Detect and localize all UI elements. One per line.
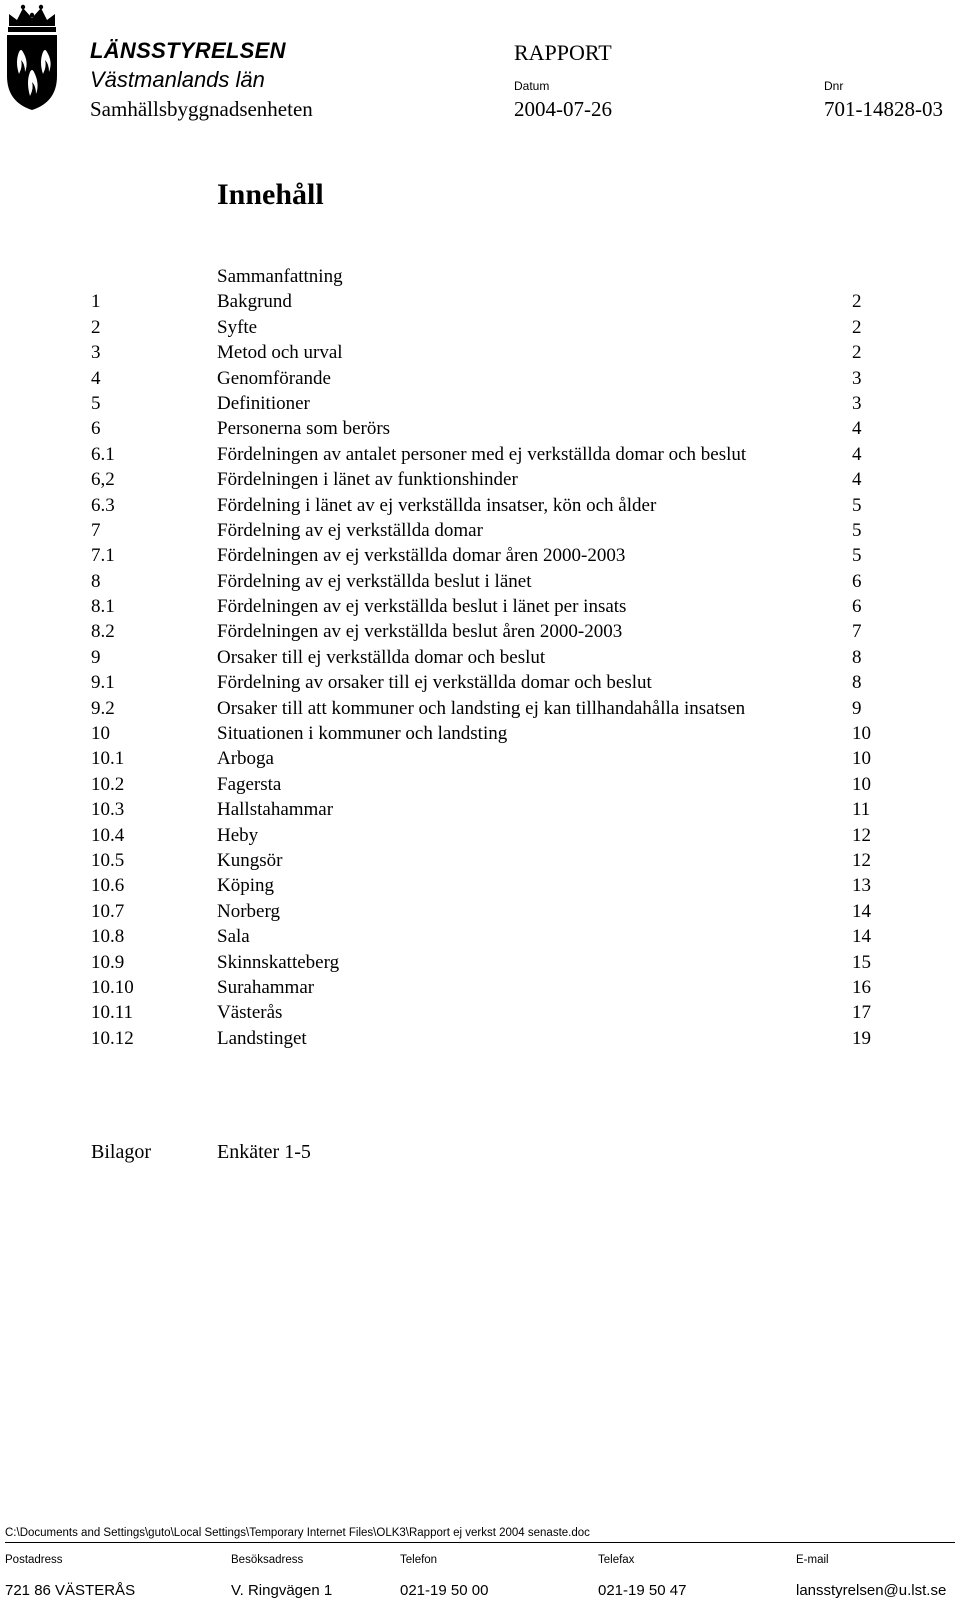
toc-page: 6 bbox=[852, 570, 862, 592]
toc-row bbox=[0, 518, 960, 543]
toc-number: 3 bbox=[91, 342, 101, 364]
toc-title: Personerna som berörs bbox=[217, 418, 391, 440]
visiting-address: V. Ringvägen 1 bbox=[231, 1582, 333, 1599]
toc-row bbox=[0, 264, 960, 289]
toc-page: 14 bbox=[852, 900, 871, 922]
toc-page: 5 bbox=[852, 494, 862, 516]
toc-title: Västerås bbox=[217, 1002, 283, 1024]
toc-title: Landstinget bbox=[217, 1027, 307, 1049]
toc-row bbox=[0, 848, 960, 873]
toc-number: 2 bbox=[91, 316, 101, 338]
toc-title: Fördelning av ej verkställda domar bbox=[217, 519, 483, 541]
toc-number: 10.7 bbox=[91, 900, 125, 922]
toc-title: Fördelning i länet av ej verkställda insatser, kön och ålder bbox=[217, 494, 657, 516]
toc-row bbox=[0, 873, 960, 898]
postal-address-label: Postadress bbox=[5, 1554, 63, 1566]
toc-number: 10.2 bbox=[91, 773, 125, 795]
toc-title: Arboga bbox=[217, 748, 274, 770]
toc-number: 4 bbox=[91, 367, 101, 389]
toc-title: Syfte bbox=[217, 316, 258, 338]
toc-number: 7 bbox=[91, 519, 101, 541]
coat-of-arms-icon bbox=[3, 2, 61, 112]
toc-title: Situationen i kommuner och landsting bbox=[217, 723, 508, 745]
toc-number: 10.5 bbox=[91, 849, 125, 871]
date-value: 2004-07-26 bbox=[514, 97, 612, 121]
toc-number: 10.8 bbox=[91, 926, 125, 948]
dnr-value: 701-14828-03 bbox=[824, 97, 943, 121]
toc-page: 3 bbox=[852, 367, 862, 389]
toc-row bbox=[0, 899, 960, 924]
toc-page: 12 bbox=[852, 824, 871, 846]
unit-name: Samhällsbyggnadsenheten bbox=[90, 97, 313, 121]
toc-number: 10 bbox=[91, 723, 110, 745]
toc-title: Bakgrund bbox=[217, 291, 292, 313]
phone-label: Telefon bbox=[400, 1554, 438, 1566]
toc-page: 10 bbox=[852, 723, 871, 745]
toc-number: 8.2 bbox=[91, 621, 115, 643]
toc-number: 6,2 bbox=[91, 469, 115, 491]
toc-title: Fördelning av orsaker till ej verkställda domar och beslut bbox=[217, 672, 652, 694]
file-path: C:\Documents and Settings\guto\Local Settings\Temporary Internet Files\OLK3\Rapport ej verkst 2004 senaste.doc bbox=[5, 1527, 590, 1539]
toc-page: 2 bbox=[852, 291, 862, 313]
toc-page: 19 bbox=[852, 1027, 871, 1049]
toc-number: 10.3 bbox=[91, 799, 125, 821]
toc-page: 9 bbox=[852, 697, 862, 719]
toc-page: 4 bbox=[852, 418, 862, 440]
toc-page: 13 bbox=[852, 875, 871, 897]
toc-page: 14 bbox=[852, 926, 871, 948]
toc-number: 6.1 bbox=[91, 443, 115, 465]
phone-number: 021-19 50 00 bbox=[400, 1582, 489, 1599]
toc-row bbox=[0, 1026, 960, 1051]
toc-title: Metod och urval bbox=[217, 342, 343, 364]
toc-title: Köping bbox=[217, 875, 274, 897]
toc-page: 4 bbox=[852, 443, 862, 465]
toc-row bbox=[0, 442, 960, 467]
toc-number: 9.2 bbox=[91, 697, 115, 719]
toc-number: 8.1 bbox=[91, 596, 115, 618]
toc-row bbox=[0, 391, 960, 416]
toc-title: Fagersta bbox=[217, 773, 282, 795]
toc-number: 6.3 bbox=[91, 494, 115, 516]
toc-page: 12 bbox=[852, 849, 871, 871]
toc-number: 10.12 bbox=[91, 1027, 134, 1049]
toc-title: Fördelningen i länet av funktionshinder bbox=[217, 469, 518, 491]
dnr-label: Dnr bbox=[824, 79, 844, 93]
toc-page: 16 bbox=[852, 976, 871, 998]
toc-page: 5 bbox=[852, 519, 862, 541]
toc-number: 10.6 bbox=[91, 875, 125, 897]
toc-row bbox=[0, 975, 960, 1000]
toc-row bbox=[0, 340, 960, 365]
toc-number: 10.1 bbox=[91, 748, 125, 770]
toc-row bbox=[0, 797, 960, 822]
toc-title: Skinnskatteberg bbox=[217, 951, 340, 973]
toc-number: 10.9 bbox=[91, 951, 125, 973]
toc-title: Orsaker till att kommuner och landsting ej kan tillhandahålla insatsen bbox=[217, 697, 746, 719]
toc-page: 7 bbox=[852, 621, 862, 643]
toc-title: Orsaker till ej verkställda domar och beslut bbox=[217, 646, 546, 668]
toc-row bbox=[0, 746, 960, 771]
visiting-address-label: Besöksadress bbox=[231, 1554, 304, 1566]
toc-row bbox=[0, 1000, 960, 1025]
toc-row bbox=[0, 315, 960, 340]
toc-page: 5 bbox=[852, 545, 862, 567]
toc-title: Genomförande bbox=[217, 367, 331, 389]
page-title: Innehåll bbox=[217, 178, 324, 211]
email-label: E-mail bbox=[796, 1554, 829, 1566]
toc-row bbox=[0, 366, 960, 391]
toc-page: 10 bbox=[852, 748, 871, 770]
toc-page: 8 bbox=[852, 646, 862, 668]
email-address: lansstyrelsen@u.lst.se bbox=[796, 1582, 947, 1599]
postal-address: 721 86 VÄSTERÅS bbox=[5, 1582, 136, 1599]
toc-page: 11 bbox=[852, 799, 871, 821]
toc-title: Hallstahammar bbox=[217, 799, 334, 821]
table-of-contents bbox=[0, 264, 960, 1051]
toc-title: Sala bbox=[217, 926, 250, 948]
footer-divider bbox=[5, 1542, 955, 1543]
toc-number: 1 bbox=[91, 291, 101, 313]
toc-row bbox=[0, 416, 960, 441]
toc-row bbox=[0, 619, 960, 644]
toc-number: 10.11 bbox=[91, 1002, 134, 1024]
toc-row bbox=[0, 645, 960, 670]
toc-row bbox=[0, 924, 960, 949]
toc-title: Kungsör bbox=[217, 849, 283, 871]
toc-row bbox=[0, 721, 960, 746]
toc-number: 7.1 bbox=[91, 545, 115, 567]
toc-page: 15 bbox=[852, 951, 871, 973]
appendix-label: Bilagor bbox=[91, 1141, 151, 1163]
toc-title: Fördelning av ej verkställda beslut i länet bbox=[217, 570, 532, 592]
toc-row bbox=[0, 594, 960, 619]
toc-title: Heby bbox=[217, 824, 259, 846]
appendix-value: Enkäter 1-5 bbox=[217, 1141, 311, 1163]
toc-title: Fördelningen av ej verkställda domar åren 2000-2003 bbox=[217, 545, 626, 567]
fax-label: Telefax bbox=[598, 1554, 635, 1566]
toc-row bbox=[0, 696, 960, 721]
toc-number: 6 bbox=[91, 418, 101, 440]
toc-number: 9 bbox=[91, 646, 101, 668]
toc-page: 4 bbox=[852, 469, 862, 491]
toc-row bbox=[0, 950, 960, 975]
fax-number: 021-19 50 47 bbox=[598, 1582, 687, 1599]
toc-number: 10.4 bbox=[91, 824, 125, 846]
toc-row bbox=[0, 823, 960, 848]
toc-row bbox=[0, 670, 960, 695]
toc-title: Definitioner bbox=[217, 392, 310, 414]
toc-title: Norberg bbox=[217, 900, 280, 922]
date-label: Datum bbox=[514, 79, 550, 93]
document-type: RAPPORT bbox=[514, 40, 612, 65]
toc-page: 2 bbox=[852, 342, 862, 364]
toc-page: 6 bbox=[852, 596, 862, 618]
toc-number: 5 bbox=[91, 392, 101, 414]
toc-row bbox=[0, 772, 960, 797]
toc-number: 10.10 bbox=[91, 976, 134, 998]
toc-title: Fördelningen av ej verkställda beslut åren 2000-2003 bbox=[217, 621, 623, 643]
toc-row bbox=[0, 289, 960, 314]
toc-row bbox=[0, 467, 960, 492]
toc-page: 8 bbox=[852, 672, 862, 694]
toc-number: 8 bbox=[91, 570, 101, 592]
toc-title: Fördelningen av antalet personer med ej verkställda domar och beslut bbox=[217, 443, 747, 465]
toc-row bbox=[0, 493, 960, 518]
toc-title: Sammanfattning bbox=[217, 266, 343, 287]
toc-page: 10 bbox=[852, 773, 871, 795]
toc-title: Fördelningen av ej verkställda beslut i länet per insats bbox=[217, 596, 627, 618]
toc-number: 9.1 bbox=[91, 672, 115, 694]
toc-page: 17 bbox=[852, 1002, 871, 1024]
toc-row bbox=[0, 569, 960, 594]
toc-page: 2 bbox=[852, 316, 862, 338]
toc-page: 3 bbox=[852, 392, 862, 414]
county-name: Västmanlands län bbox=[90, 67, 265, 92]
toc-title: Surahammar bbox=[217, 976, 315, 998]
toc-row bbox=[0, 543, 960, 568]
org-name: LÄNSSTYRELSEN bbox=[90, 38, 286, 63]
